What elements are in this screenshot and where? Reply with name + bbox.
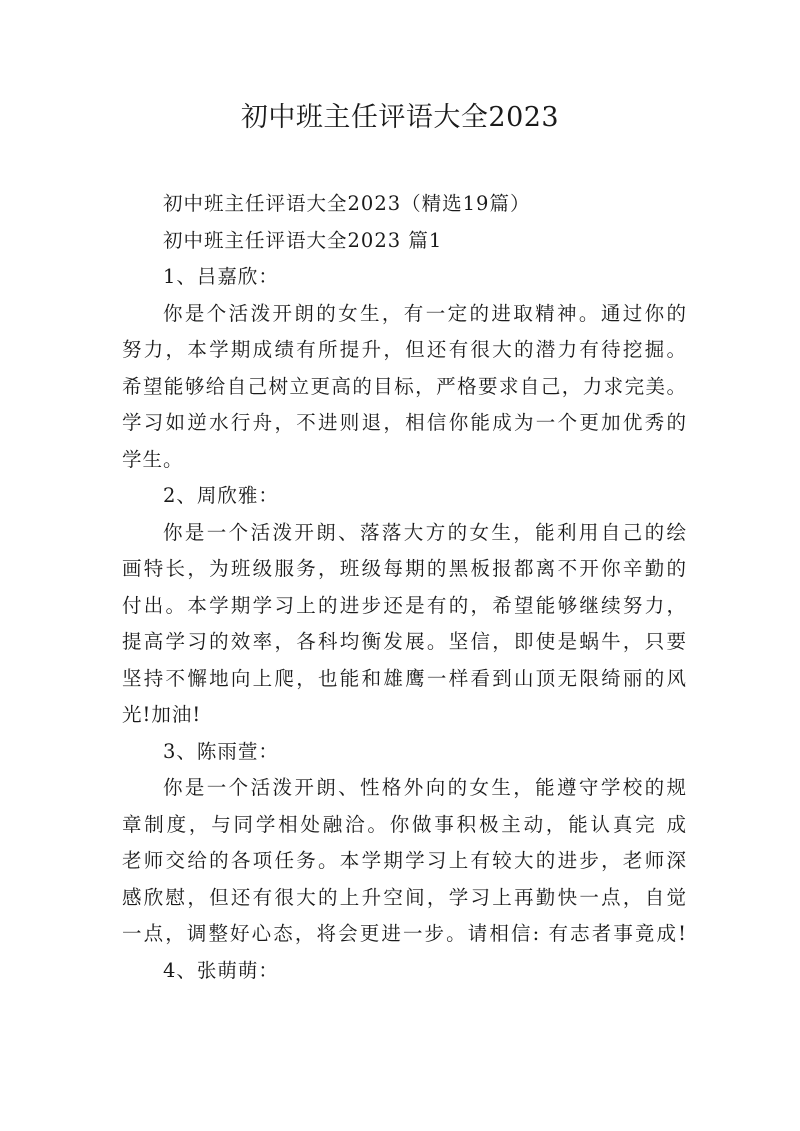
subtitle-line: 初中班主任评语大全2023（精选19篇） [163,192,531,215]
paragraph-line: 章制度，与同学相处融洽。你做事积极主动，能认真完 成 [122,812,687,836]
paragraph-line: 付出。本学期学习上的进步还是有的，希望能够继续努力， [122,593,687,617]
paragraph-line: 感欣慰，但还有很大的上升空间，学习上再勤快一点，自觉 [122,885,687,909]
document-body [122,186,687,989]
student-heading-2: 2、周欣雅： [163,484,279,507]
paragraph-line: 老师交给的各项任务。本学期学习上有较大的进步，老师深 [122,849,687,872]
paragraph-line: 提高学习的效率，各科均衡发展。坚信，即使是蜗牛，只要 [122,630,687,653]
student-heading-3: 3、陈雨萱： [163,739,279,763]
paragraph-line: 学生。 [122,447,184,471]
paragraph-line: 画特长，为班级服务，班级每期的黑板报都离不开你辛勤的 [122,557,687,580]
section-heading: 初中班主任评语大全2023 篇1 [163,228,443,252]
paragraph-line: 坚持不懈地向上爬，也能和雄鹰一样看到山顶无限绮丽的风 [122,666,687,690]
paragraph-line: 你是一个活泼开朗、性格外向的女生，能遵守学校的规 [163,776,687,799]
paragraph-line: 希望能够给自己树立更高的目标，严格要求自己，力求完美。 [122,374,687,398]
document-title: 初中班主任评语大全2023 [240,102,560,133]
paragraph-line: 一点，调整好心态，将会更进一步。请相信: 有志者事竟成! [122,922,687,945]
paragraph-line: 光!加油! [122,703,202,726]
paragraph-line: 你是个活泼开朗的女生，有一定的进取精神。通过你的 [163,301,687,325]
student-heading-1: 1、吕嘉欣： [163,265,279,288]
paragraph-line: 你是一个活泼开朗、落落大方的女生，能利用自己的绘 [163,520,687,544]
paragraph-line: 努力，本学期成绩有所提升，但还有很大的潜力有待挖掘。 [122,338,687,361]
student-heading-4: 4、张萌萌： [163,958,279,982]
paragraph-line: 学习如逆水行舟，不进则退，相信你能成为一个更加优秀的 [122,411,687,434]
